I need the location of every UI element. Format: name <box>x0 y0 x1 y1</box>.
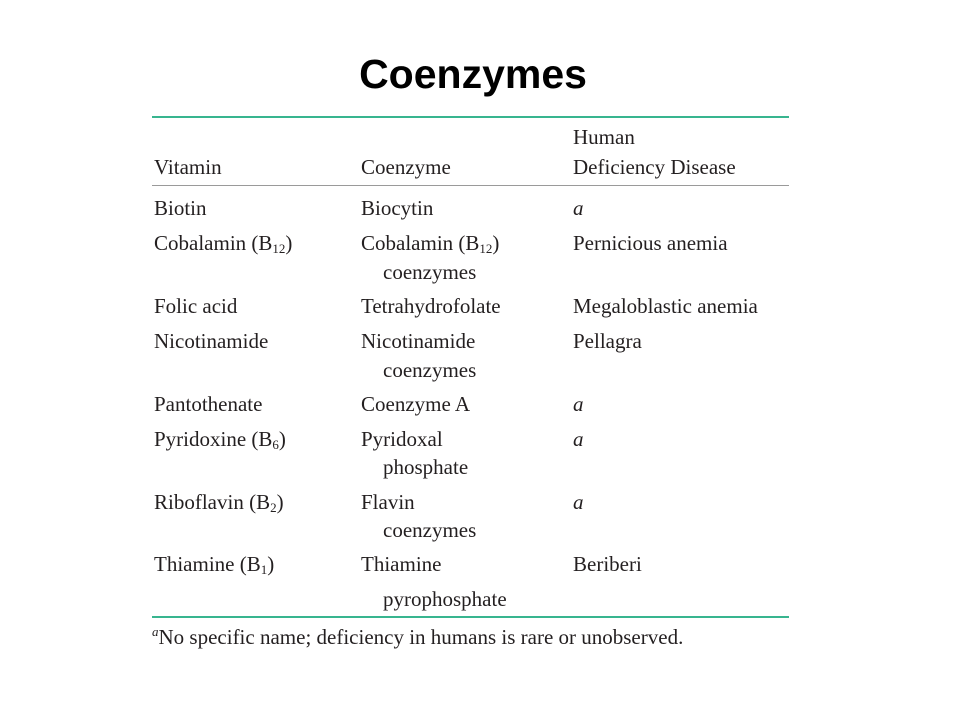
row-riboflavin-disease: a <box>573 490 584 514</box>
row-pantothenate-vitamin: Pantothenate <box>154 392 263 416</box>
row-nicotinamide-coenzyme: Nicotinamide <box>361 329 476 353</box>
table-top-rule <box>152 116 789 118</box>
row-thiamine-disease: Beriberi <box>573 552 642 576</box>
header-disease-line1: Human <box>573 125 635 149</box>
row-cobalamin-coenzyme-cont: coenzymes <box>383 260 477 284</box>
row-nicotinamide-vitamin: Nicotinamide <box>154 329 269 353</box>
row-nicotinamide-coenzyme-cont: coenzymes <box>383 358 477 382</box>
row-riboflavin-vitamin: Riboflavin $(B_2)$ <box>154 490 284 515</box>
header-vitamin: Vitamin <box>154 155 222 179</box>
row-thiamine-vitamin: Thiamine $(B_1)$ <box>154 552 275 577</box>
header-coenzyme: Coenzyme <box>361 155 451 179</box>
header-rule <box>152 185 789 186</box>
row-biotin-disease: a <box>573 196 584 220</box>
row-folic-acid-disease: Megaloblastic anemia <box>573 294 758 318</box>
row-riboflavin-coenzyme: Flavin <box>361 490 415 514</box>
row-thiamine-coenzyme-cont: pyrophosphate <box>383 587 507 611</box>
footnote-text: No specific name; deficiency in humans is rare or unobserved. <box>158 625 684 649</box>
header-disease-line2: Deficiency Disease <box>573 155 736 179</box>
row-folic-acid-vitamin: Folic acid <box>154 294 238 318</box>
row-cobalamin-vitamin: Cobalamin $(B_{12})$ <box>154 231 293 256</box>
row-pyridoxine-vitamin: Pyridoxine $(B_6)$ <box>154 427 286 452</box>
row-biotin-coenzyme: Biocytin <box>361 196 434 220</box>
row-riboflavin-coenzyme-cont: coenzymes <box>383 518 477 542</box>
row-biotin-vitamin: Biotin <box>154 196 207 220</box>
slide-title: Coenzymes <box>359 51 587 97</box>
footnote-marker: a <box>152 624 159 639</box>
row-pyridoxine-coenzyme-cont: phosphate <box>383 455 469 479</box>
row-cobalamin-coenzyme: Cobalamin $(B_{12})$ <box>361 231 500 256</box>
row-pantothenate-coenzyme: Coenzyme A <box>361 392 471 416</box>
row-nicotinamide-disease: Pellagra <box>573 329 642 353</box>
table-footnote <box>152 624 683 650</box>
row-pantothenate-disease: a <box>573 392 584 416</box>
table-bottom-rule <box>152 616 789 618</box>
row-pyridoxine-disease: a <box>573 427 584 451</box>
row-folic-acid-coenzyme: Tetrahydrofolate <box>361 294 501 318</box>
row-cobalamin-disease: Pernicious anemia <box>573 231 728 255</box>
row-thiamine-coenzyme: Thiamine <box>361 552 442 576</box>
row-pyridoxine-coenzyme: Pyridoxal <box>361 427 443 451</box>
